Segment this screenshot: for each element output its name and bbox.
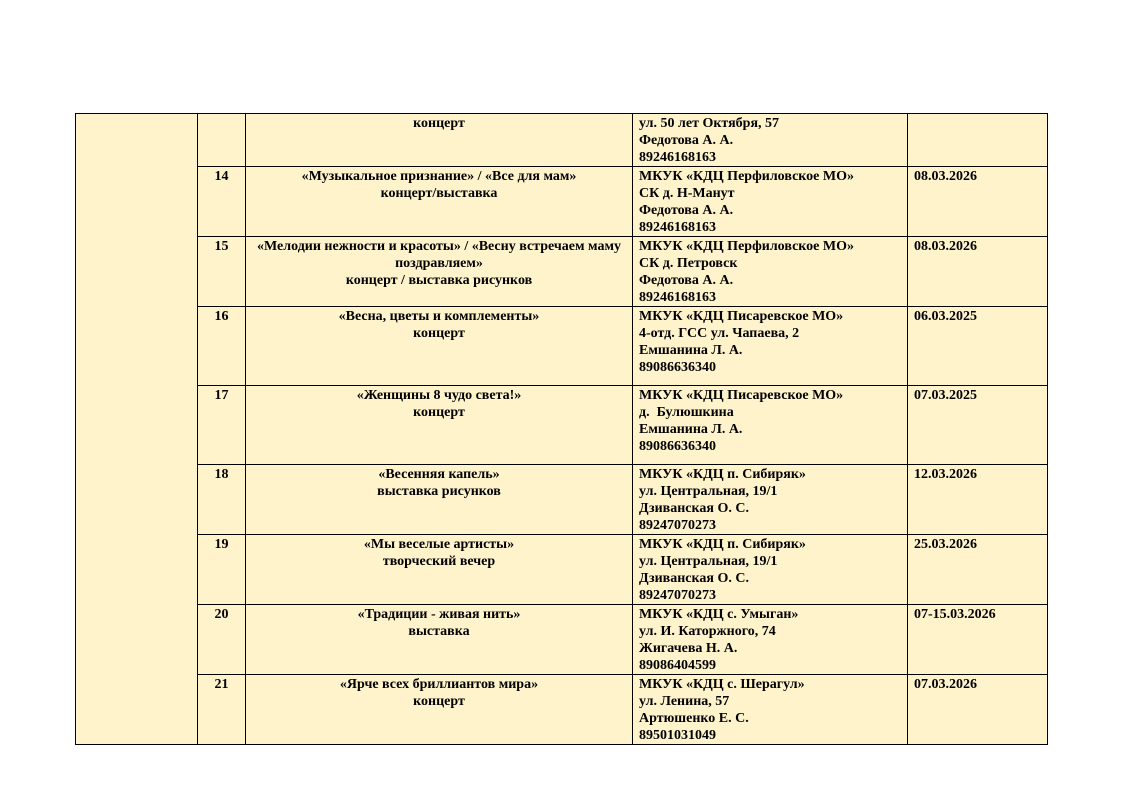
row-number: 18 xyxy=(198,465,246,535)
event-cell xyxy=(246,114,633,167)
place-line: СК д. Петровск xyxy=(639,256,738,271)
event-line: «Мелодии нежности и красоты» / «Весну встречаем маму поздравляем» xyxy=(257,239,621,271)
place-line: Жигачева Н. А. xyxy=(639,641,738,656)
row-number: 21 xyxy=(198,675,246,745)
place-line: Федотова А. А. xyxy=(639,273,734,288)
section-cell xyxy=(76,114,198,745)
table-row xyxy=(76,535,1048,605)
place-line: ул. Ленина, 57 xyxy=(639,694,730,709)
place-line: 89086404599 xyxy=(639,658,716,673)
place-cell xyxy=(633,307,908,386)
event-line: «Весенняя капель» xyxy=(378,467,500,482)
date-cell: 12.03.2026 xyxy=(908,465,1048,535)
place-line: МКУК «КДЦ с. Шерагул» xyxy=(639,677,805,692)
place-cell xyxy=(633,167,908,237)
place-line: ул. Центральная, 19/1 xyxy=(639,484,778,499)
date-cell: 06.03.2025 xyxy=(908,307,1048,386)
date-cell: 08.03.2026 xyxy=(908,167,1048,237)
event-line: концерт xyxy=(413,326,465,341)
table-row xyxy=(76,605,1048,675)
table-row xyxy=(76,675,1048,745)
table-row xyxy=(76,465,1048,535)
event-cell xyxy=(246,465,633,535)
place-cell xyxy=(633,465,908,535)
place-line: Федотова А. А. xyxy=(639,203,734,218)
place-line: 89246168163 xyxy=(639,220,716,235)
event-line: концерт/выставка xyxy=(380,186,498,201)
row-number: 14 xyxy=(198,167,246,237)
event-line: выставка рисунков xyxy=(377,484,501,499)
event-cell xyxy=(246,237,633,307)
date-cell: 25.03.2026 xyxy=(908,535,1048,605)
place-line: 89246168163 xyxy=(639,290,716,305)
place-line: 89247070273 xyxy=(639,588,716,603)
event-cell xyxy=(246,307,633,386)
event-cell xyxy=(246,386,633,465)
row-number: 20 xyxy=(198,605,246,675)
event-line: «Ярче всех бриллиантов мира» xyxy=(339,677,539,692)
row-number xyxy=(198,114,246,167)
event-line: «Мы веселые артисты» xyxy=(363,537,515,552)
table-row xyxy=(76,237,1048,307)
date-cell: 08.03.2026 xyxy=(908,237,1048,307)
event-line: концерт xyxy=(413,694,465,709)
place-cell xyxy=(633,535,908,605)
event-line: концерт xyxy=(413,405,465,420)
event-line: «Весна, цветы и комплементы» xyxy=(338,309,540,324)
date-cell: 07.03.2026 xyxy=(908,675,1048,745)
place-line: МКУК «КДЦ с. Умыган» xyxy=(639,607,799,622)
table-row xyxy=(76,386,1048,465)
place-line: 89246168163 xyxy=(639,150,716,165)
row-number: 19 xyxy=(198,535,246,605)
place-cell xyxy=(633,114,908,167)
event-cell xyxy=(246,535,633,605)
event-line: «Музыкальное признание» / «Все для мам» xyxy=(301,169,577,184)
place-line: МКУК «КДЦ Перфиловское МО» xyxy=(639,169,854,184)
place-cell xyxy=(633,675,908,745)
table-row xyxy=(76,307,1048,386)
place-line: 89247070273 xyxy=(639,518,716,533)
place-line: ул. Центральная, 19/1 xyxy=(639,554,778,569)
date-cell: 07-15.03.2026 xyxy=(908,605,1048,675)
place-line: Емшанина Л. А. xyxy=(639,343,743,358)
place-line: 89086636340 xyxy=(639,360,716,375)
table-row xyxy=(76,114,1048,167)
place-line: Дзиванская О. С. xyxy=(639,501,749,516)
place-line: Емшанина Л. А. xyxy=(639,422,743,437)
place-line: СК д. Н-Манут xyxy=(639,186,735,201)
place-line: ул. И. Каторжного, 74 xyxy=(639,624,776,639)
event-line: «Женщины 8 чудо света!» xyxy=(356,388,522,403)
event-cell xyxy=(246,675,633,745)
place-line: д. Булюшкина xyxy=(639,405,734,420)
row-number: 16 xyxy=(198,307,246,386)
place-line: МКУК «КДЦ п. Сибиряк» xyxy=(639,467,806,482)
place-line: ул. 50 лет Октября, 57 xyxy=(639,116,780,131)
row-number: 17 xyxy=(198,386,246,465)
place-line: Дзиванская О. С. xyxy=(639,571,749,586)
place-line: МКУК «КДЦ Писаревское МО» xyxy=(639,309,844,324)
event-cell xyxy=(246,167,633,237)
place-line: 89501031049 xyxy=(639,728,716,743)
date-cell xyxy=(908,114,1048,167)
place-cell xyxy=(633,237,908,307)
table-row xyxy=(76,167,1048,237)
place-line: МКУК «КДЦ Перфиловское МО» xyxy=(639,239,854,254)
event-line: концерт / выставка рисунков xyxy=(345,273,533,288)
place-line: Федотова А. А. xyxy=(639,133,734,148)
events-table xyxy=(75,113,1048,745)
place-line: 89086636340 xyxy=(639,439,716,454)
row-number: 15 xyxy=(198,237,246,307)
place-cell xyxy=(633,386,908,465)
place-line: МКУК «КДЦ Писаревское МО» xyxy=(639,388,844,403)
event-cell xyxy=(246,605,633,675)
place-line: 4-отд. ГСС ул. Чапаева, 2 xyxy=(639,326,800,341)
place-cell xyxy=(633,605,908,675)
event-line: выставка xyxy=(408,624,470,639)
event-line: концерт xyxy=(413,116,465,131)
event-line: творческий вечер xyxy=(382,554,496,569)
event-line: «Традиции - живая нить» xyxy=(357,607,521,622)
date-cell: 07.03.2025 xyxy=(908,386,1048,465)
place-line: Артюшенко Е. С. xyxy=(639,711,749,726)
place-line: МКУК «КДЦ п. Сибиряк» xyxy=(639,537,806,552)
